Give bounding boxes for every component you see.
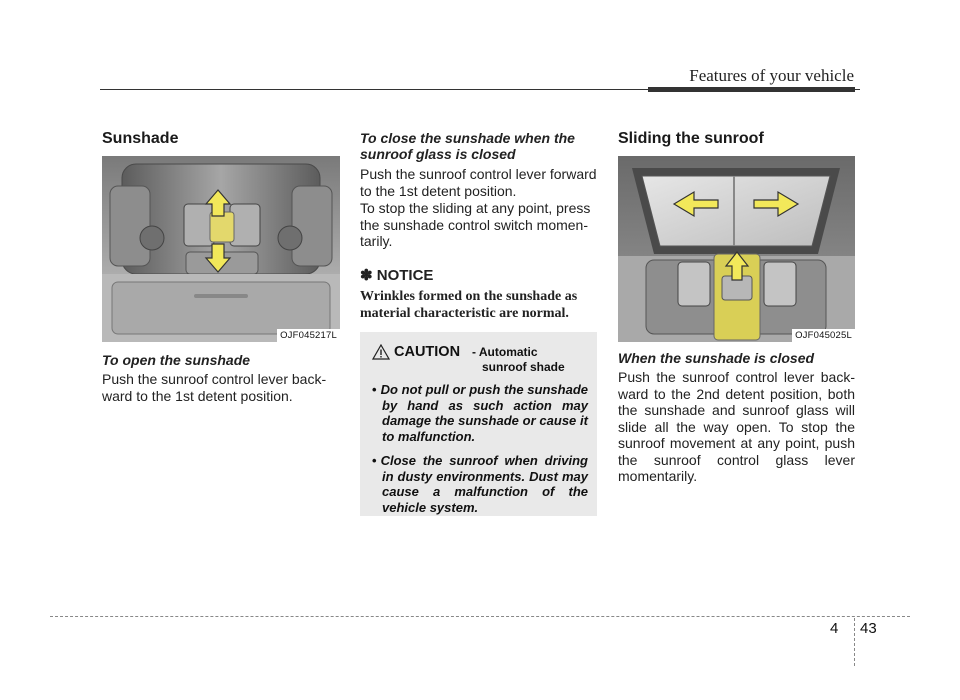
subheading-close-sunshade bbox=[360, 130, 597, 162]
caution-box bbox=[360, 332, 597, 516]
body-sliding-sunroof: Push the sunroof control lever backward to the 2nd detent position, both the sunshade and sunroof glass will slide all the way open. To stop the sunroof movement at any point, push the sunroof control glass lever momentarily. bbox=[618, 369, 855, 484]
notice-text: Wrinkles formed on the sunshade as material characteristic are normal. bbox=[360, 289, 578, 321]
body-close-sunshade: Push the sunroof control lever forward to the 1st detent position. bbox=[360, 166, 597, 199]
page-divider bbox=[854, 618, 855, 666]
caution-subtitle-line1: - Automatic bbox=[472, 345, 538, 359]
caution-list bbox=[372, 382, 588, 524]
notice-heading: ✽ NOTICE bbox=[360, 267, 434, 284]
caution-subtitle bbox=[472, 345, 565, 375]
photo-code: OJF045025L bbox=[792, 329, 855, 342]
body-open-sunshade: Push the sunroof control lever backward to the 1st detent position. bbox=[102, 371, 327, 404]
body-stop-sliding: To stop the sliding at any point, press the sunshade control switch momentarily. bbox=[360, 200, 591, 249]
section-number: 4 bbox=[830, 620, 839, 637]
footer-rule bbox=[50, 616, 910, 617]
photo-code: OJF045217L bbox=[277, 329, 340, 342]
caution-item: • Do not pull or push the sunshade by hand as such action may damage the sunshade or cause it to malfunction. bbox=[372, 382, 588, 444]
overhead-console-illustration bbox=[102, 156, 340, 342]
subheading-close-line2: sunroof glass is closed bbox=[360, 146, 516, 162]
section-heading-sunshade: Sunshade bbox=[102, 130, 179, 147]
section-heading-sliding: Sliding the sunroof bbox=[618, 130, 764, 147]
sunroof-illustration bbox=[618, 156, 855, 342]
caution-item: • Close the sunroof when driving in dusty environments. Dust may cause a malfunction of the vehicle system. bbox=[372, 453, 588, 515]
sunshade-control-photo bbox=[102, 156, 340, 342]
header-rule-accent bbox=[648, 87, 855, 92]
caution-subtitle-line2: sunroof shade bbox=[482, 360, 565, 374]
running-header: Features of your vehicle bbox=[689, 66, 854, 85]
subheading-open-sunshade: To open the sunshade bbox=[102, 352, 251, 368]
subheading-sunshade-closed: When the sunshade is closed bbox=[618, 350, 815, 366]
page-number: 43 bbox=[860, 620, 877, 637]
subheading-close-line1: To close the sunshade when the bbox=[360, 130, 575, 146]
warning-triangle-icon bbox=[372, 344, 390, 360]
sunroof-sliding-photo bbox=[618, 156, 855, 342]
caution-title: CAUTION bbox=[394, 344, 461, 360]
